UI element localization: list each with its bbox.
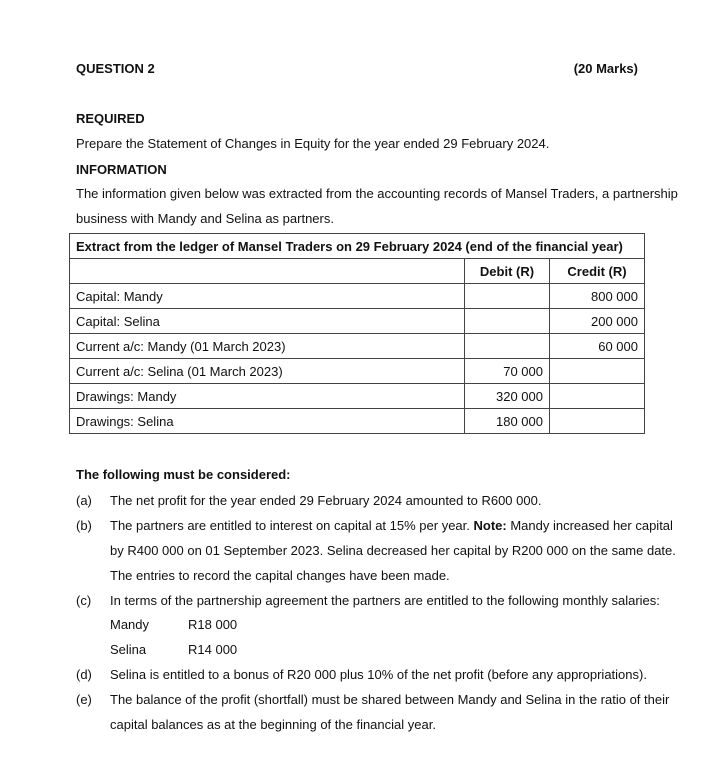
information-line-1: The information given below was extracted from the accounting records of Mansel Traders, a partnership xyxy=(76,186,678,201)
item-e-text xyxy=(110,687,670,737)
credit-cell xyxy=(550,359,645,384)
account-cell: Capital: Selina xyxy=(70,309,465,334)
item-d-label: (d) xyxy=(76,667,92,682)
information-heading: INFORMATION xyxy=(76,162,167,177)
item-c-text: In terms of the partnership agreement the partners are entitled to the following monthly salaries: xyxy=(110,593,660,608)
ledger-header-credit: Credit (R) xyxy=(550,259,645,284)
debit-cell xyxy=(465,309,550,334)
required-heading: REQUIRED xyxy=(76,111,145,126)
ledger-title: Extract from the ledger of Mansel Traders on 29 February 2024 (end of the financial year) xyxy=(70,234,645,259)
item-e-line1: The balance of the profit (shortfall) must be shared between Mandy and Selina in the ratio of their xyxy=(110,692,670,707)
item-b-line1-post: Mandy increased her capital xyxy=(506,518,673,533)
account-cell: Current a/c: Mandy (01 March 2023) xyxy=(70,334,465,359)
item-b-text xyxy=(110,513,676,588)
item-e-line2: capital balances as at the beginning of the financial year. xyxy=(110,717,436,732)
ledger-title-row xyxy=(70,234,645,259)
table-row xyxy=(70,359,645,384)
question-title: QUESTION 2 xyxy=(76,61,155,76)
salary-amount: R14 000 xyxy=(188,642,238,657)
considerations-heading: The following must be considered: xyxy=(76,467,291,482)
debit-cell: 70 000 xyxy=(465,359,550,384)
credit-cell: 800 000 xyxy=(550,284,645,309)
account-cell: Drawings: Selina xyxy=(70,409,465,434)
table-row xyxy=(70,334,645,359)
table-row xyxy=(70,309,645,334)
account-cell: Current a/c: Selina (01 March 2023) xyxy=(70,359,465,384)
salary-row-mandy xyxy=(110,617,237,632)
credit-cell: 60 000 xyxy=(550,334,645,359)
salary-amount: R18 000 xyxy=(188,617,238,632)
credit-cell xyxy=(550,409,645,434)
item-b-line1-pre: The partners are entitled to interest on capital at 15% per year. xyxy=(110,518,474,533)
question-header xyxy=(76,61,638,76)
credit-cell: 200 000 xyxy=(550,309,645,334)
ledger-header-account xyxy=(70,259,465,284)
item-a-label: (a) xyxy=(76,493,92,508)
salary-row-selina xyxy=(110,642,237,657)
marks-label: (20 Marks) xyxy=(573,61,638,76)
item-d-text: Selina is entitled to a bonus of R20 000 plus 10% of the net profit (before any appropriations). xyxy=(110,667,647,682)
item-e-label: (e) xyxy=(76,692,92,707)
table-row xyxy=(70,384,645,409)
credit-cell xyxy=(550,384,645,409)
debit-cell: 180 000 xyxy=(465,409,550,434)
salary-name: Mandy xyxy=(110,617,150,632)
ledger-header-row xyxy=(70,259,645,284)
item-b-line3: The entries to record the capital changes have been made. xyxy=(110,568,450,583)
ledger-header-debit: Debit (R) xyxy=(465,259,550,284)
table-row xyxy=(70,409,645,434)
item-b-note: Note: xyxy=(473,518,507,533)
item-b-line2: by R400 000 on 01 September 2023. Selina decreased her capital by R200 000 on the same date. xyxy=(110,543,676,558)
item-b-label: (b) xyxy=(76,518,92,533)
table-row xyxy=(70,284,645,309)
account-cell: Capital: Mandy xyxy=(70,284,465,309)
information-line-2: business with Mandy and Selina as partners. xyxy=(76,211,334,226)
item-c-label: (c) xyxy=(76,593,92,608)
ledger-table xyxy=(69,233,645,434)
item-a-text: The net profit for the year ended 29 February 2024 amounted to R600 000. xyxy=(110,493,542,508)
debit-cell xyxy=(465,334,550,359)
debit-cell: 320 000 xyxy=(465,384,550,409)
account-cell: Drawings: Mandy xyxy=(70,384,465,409)
salary-name: Selina xyxy=(110,642,147,657)
debit-cell xyxy=(465,284,550,309)
required-text: Prepare the Statement of Changes in Equity for the year ended 29 February 2024. xyxy=(76,136,550,151)
